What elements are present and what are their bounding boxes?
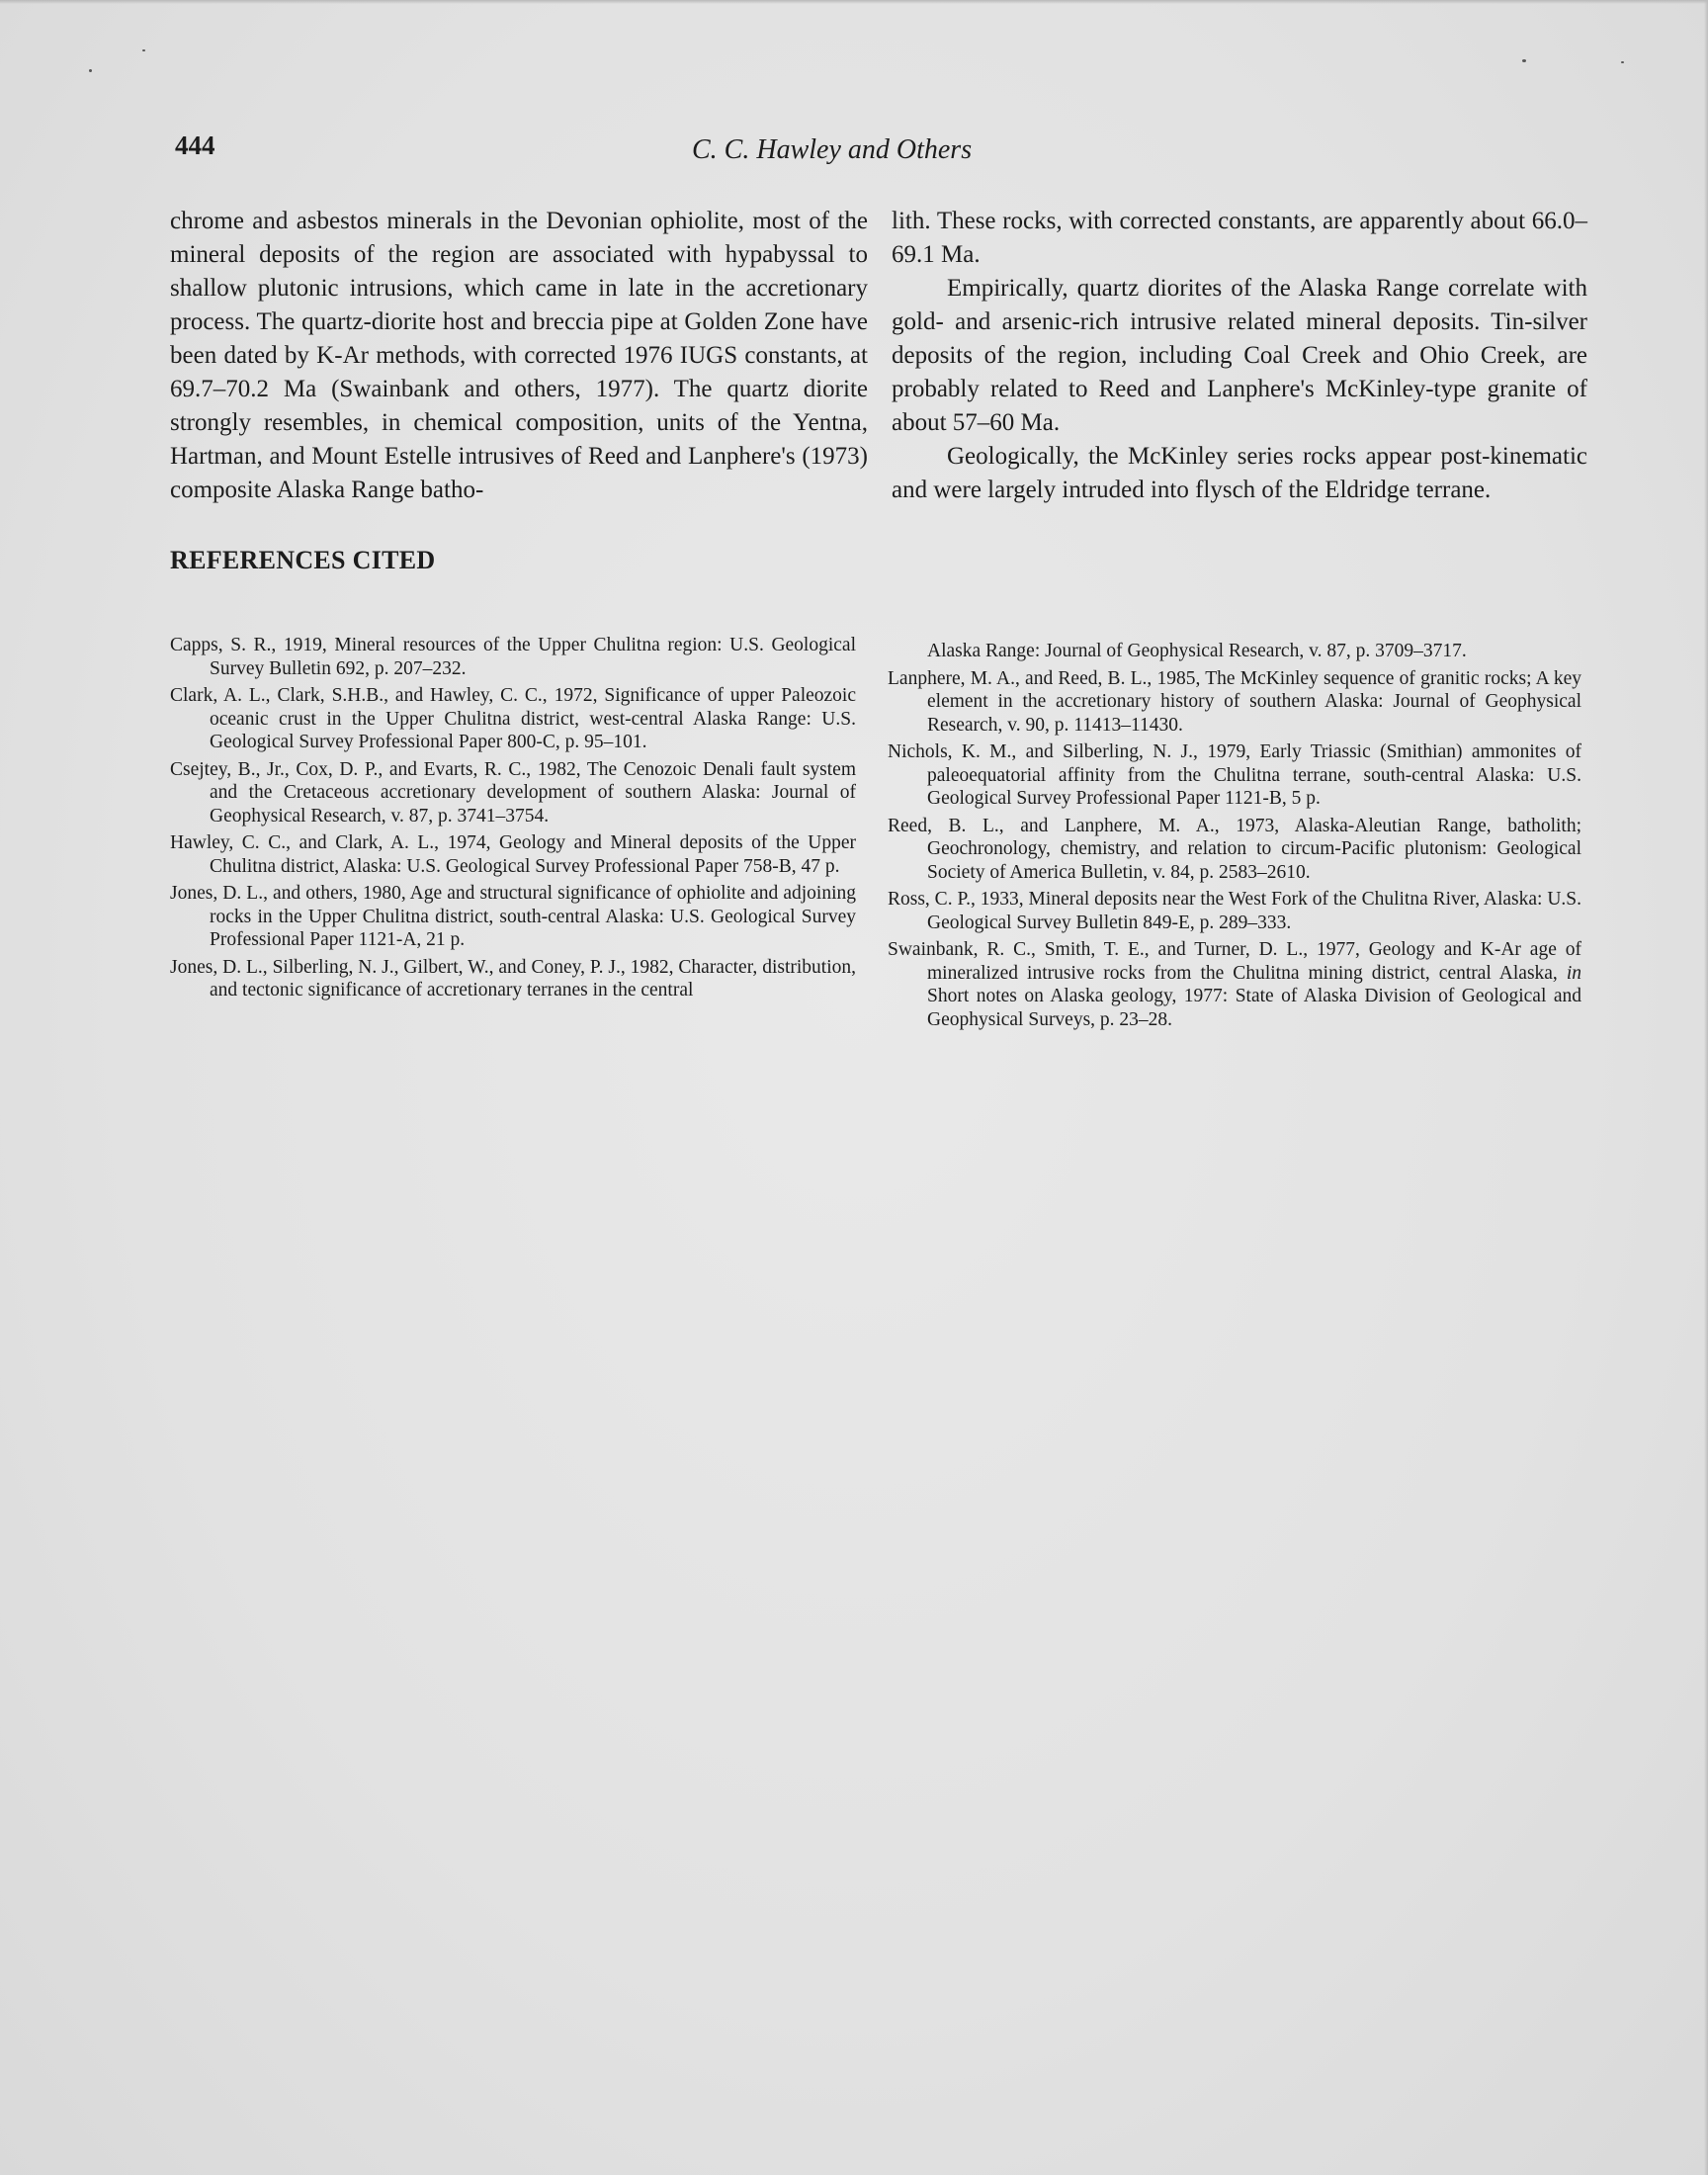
body-paragraph: Empirically, quartz diorites of the Alaska Range correlate with gold- and arsenic-rich intrusive related mineral deposits. Tin-silver deposits of the region, including Coal Creek and Ohio Creek, are probably related to Reed and Lanphere's McKinley-type granite of about 57–60 Ma. [892,275,1587,436]
body-paragraph: chrome and asbestos minerals in the Devonian ophiolite, most of the mineral deposits of the region are associated with hypabyssal to shallow plutonic intrusions, which came in late in the accretionary process. The quartz-diorite host and breccia pipe at Golden Zone have been dated by K-Ar methods, with corrected 1976 IUGS constants, at 69.7–70.2 Ma (Swainbank and others, 1977). The quartz diorite strongly resembles, in chemical composition, units of the Yentna, Hartman, and Mount Estelle intrusives of Reed and Lanphere's (1973) composite Alaska Range batho- [170,208,868,503]
scan-speck [89,69,92,72]
reference-entry: Capps, S. R., 1919, Mineral resources of the Upper Chulitna region: U.S. Geological Survey Bulletin 692, p. 207–232. [170,635,856,679]
body-paragraph: lith. These rocks, with corrected constants, are apparently about 66.0–69.1 Ma. [892,208,1587,268]
reference-continuation: Alaska Range: Journal of Geophysical Research, v. 87, p. 3709–3717. [927,641,1467,661]
scan-speck [1621,61,1624,63]
reference-entry: Jones, D. L., and others, 1980, Age and structural significance of ophiolite and adjoining rocks in the Upper Chulitna district, south-central Alaska: U.S. Geological Survey Professional Paper 1121-A, 21 p. [170,883,856,950]
reference-text: Short notes on Alaska geology, 1977: State of Alaska Division of Geological and Geophysical Surveys, p. 23–28. [927,986,1581,1030]
references-right-column [888,640,1581,1035]
reference-text: Swainbank, R. C., Smith, T. E., and Turner, D. L., 1977, Geology and K-Ar age of mineralized intrusive rocks from the Chulitna mining district, central Alaska, [888,939,1581,984]
reference-entry: Ross, C. P., 1933, Mineral deposits near the West Fork of the Chulitna River, Alaska: U.S. Geological Survey Bulletin 849-E, p. 289–333. [888,889,1581,933]
references-heading: REFERENCES CITED [170,546,436,574]
reference-entry: Jones, D. L., Silberling, N. J., Gilbert, W., and Coney, P. J., 1982, Character, distribution, and tectonic significance of accretionary terranes in the central [170,956,856,1000]
running-head: C. C. Hawley and Others [692,134,973,165]
reference-italic: in [1566,962,1581,984]
reference-entry: Clark, A. L., Clark, S.H.B., and Hawley, C. C., 1972, Significance of upper Paleozoic oceanic crust in the Upper Chulitna district, west-central Alaska Range: U.S. Geological Survey Professional Paper 800-C, p. 95–101. [170,685,856,752]
body-right-column [892,205,1587,507]
body-left-column [170,205,868,507]
reference-entry: Csejtey, B., Jr., Cox, D. P., and Evarts, R. C., 1982, The Cenozoic Denali fault system and the Cretaceous accretionary development of southern Alaska: Journal of Geophysical Research, v. 87, p. 3741–3754. [170,758,856,826]
scan-speck [142,49,145,51]
reference-entry: Nichols, K. M., and Silberling, N. J., 1979, Early Triassic (Smithian) ammonites of paleoequatorial affinity from the Chulitna terrane, south-central Alaska: U.S. Geological Survey Professional Paper 1121-B, 5 p. [888,741,1581,809]
references-left-column [170,634,856,1006]
reference-entry: Reed, B. L., and Lanphere, M. A., 1973, Alaska-Aleutian Range, batholith; Geochronology, chemistry, and relation to circum-Pacific plutonism: Geological Society of America Bulletin, v. 84, p. 2583–2610. [888,815,1581,883]
reference-entry: Lanphere, M. A., and Reed, B. L., 1985, The McKinley sequence of granitic rocks; A key element in the accretionary history of southern Alaska: Journal of Geophysical Research, v. 90, p. 11413–11430. [888,667,1581,736]
page-right-edge [1704,0,1708,2175]
reference-entry-swainbank [888,938,1581,1031]
reference-entry: Hawley, C. C., and Clark, A. L., 1974, Geology and Mineral deposits of the Upper Chulitna district, Alaska: U.S. Geological Survey Professional Paper 758-B, 47 p. [170,832,856,877]
page-number: 444 [175,130,215,160]
page-top-edge [0,0,1708,4]
body-paragraph: Geologically, the McKinley series rocks appear post-kinematic and were largely intruded into flysch of the Eldridge terrane. [892,443,1587,503]
scan-speck [1522,59,1526,62]
